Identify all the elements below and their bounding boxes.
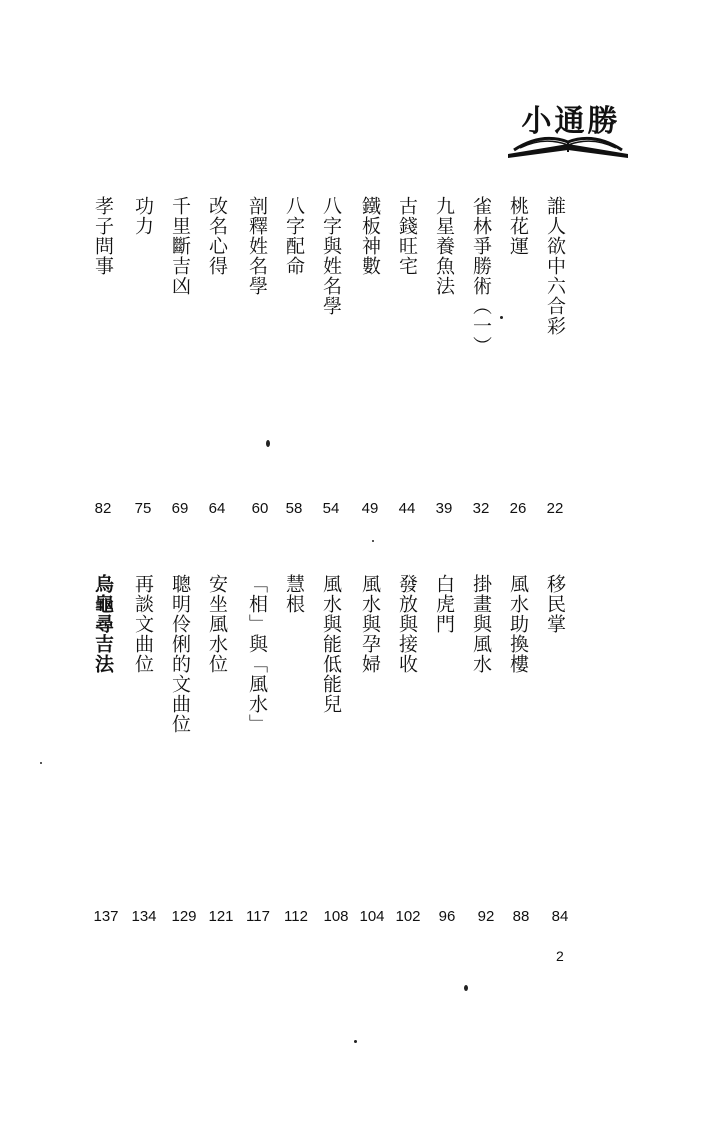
toc-title[interactable]: 八字配命 [283,196,305,276]
toc-title[interactable]: 功力 [132,196,154,236]
toc-title[interactable]: 再談文曲位 [132,574,154,674]
toc-page[interactable]: 58 [285,500,303,517]
toc-page[interactable]: 88 [512,908,530,925]
page-number: 2 [556,948,564,964]
toc-title[interactable]: 桃花運 [507,196,529,256]
toc-title[interactable]: 烏龜尋吉法 [92,574,114,674]
toc-title[interactable]: 古錢旺宅 [396,196,418,276]
toc-page[interactable]: 117 [246,908,270,925]
header-logo [502,92,634,162]
toc-page[interactable]: 82 [94,500,112,517]
toc-page[interactable]: 39 [435,500,453,517]
logo-title: 小通勝 [521,104,621,139]
toc-page[interactable]: 129 [171,908,197,925]
toc-title[interactable]: 發放與接收 [396,574,418,674]
toc-page[interactable]: 84 [551,908,569,925]
scan-speck [464,985,468,991]
toc-page[interactable]: 104 [359,908,385,925]
toc-page[interactable]: 137 [93,908,119,925]
toc-title[interactable]: 白虎門 [433,574,455,634]
toc-page[interactable]: 49 [361,500,379,517]
toc-title[interactable]: 風水助換樓 [507,574,529,674]
toc-page[interactable]: 134 [131,908,157,925]
scan-speck [354,1040,357,1043]
toc-page[interactable]: 102 [395,908,421,925]
toc-page[interactable]: 22 [546,500,564,517]
toc-page[interactable]: 44 [398,500,416,517]
toc-title[interactable]: 孝子問事 [92,196,114,276]
toc-page[interactable]: 108 [323,908,349,925]
toc-page[interactable]: 26 [509,500,527,517]
toc-title[interactable]: 聰明伶俐的文曲位 [169,574,191,734]
scan-speck [500,316,503,319]
toc-page[interactable]: 60 [251,500,269,517]
scan-speck [40,762,42,764]
toc-title[interactable]: 風水與能低能兒 [320,574,342,714]
scan-speck [266,440,270,447]
toc-title[interactable]: 掛畫與風水 [470,574,492,674]
toc-page[interactable]: 64 [208,500,226,517]
toc-title[interactable]: 「相」與「風水」 [246,574,268,734]
toc-title[interactable]: 鐵板神數 [359,196,381,276]
toc-page[interactable]: 75 [134,500,152,517]
toc-title[interactable]: 慧根 [283,574,305,614]
toc-title[interactable]: 八字與姓名學 [320,196,342,316]
toc-title[interactable]: 安坐風水位 [206,574,228,674]
toc-title[interactable]: 千里斷吉凶 [169,196,191,296]
toc-title[interactable]: 剖釋姓名學 [246,196,268,296]
toc-title[interactable]: 風水與孕婦 [359,574,381,674]
toc-title[interactable]: 移民掌 [544,574,566,634]
toc-page[interactable]: 92 [477,908,495,925]
toc-page[interactable]: 54 [322,500,340,517]
toc-title[interactable]: 雀林爭勝術（一） [470,196,492,356]
toc-page[interactable]: 32 [472,500,490,517]
toc-page[interactable]: 112 [284,908,308,925]
toc-title[interactable]: 改名心得 [206,196,228,276]
toc-page[interactable]: 96 [438,908,456,925]
toc-page[interactable]: 69 [171,500,189,517]
scan-speck [372,540,374,542]
toc-title[interactable]: 九星養魚法 [433,196,455,296]
toc-page[interactable]: 121 [208,908,234,925]
toc-title[interactable]: 誰人欲中六合彩 [544,196,566,336]
